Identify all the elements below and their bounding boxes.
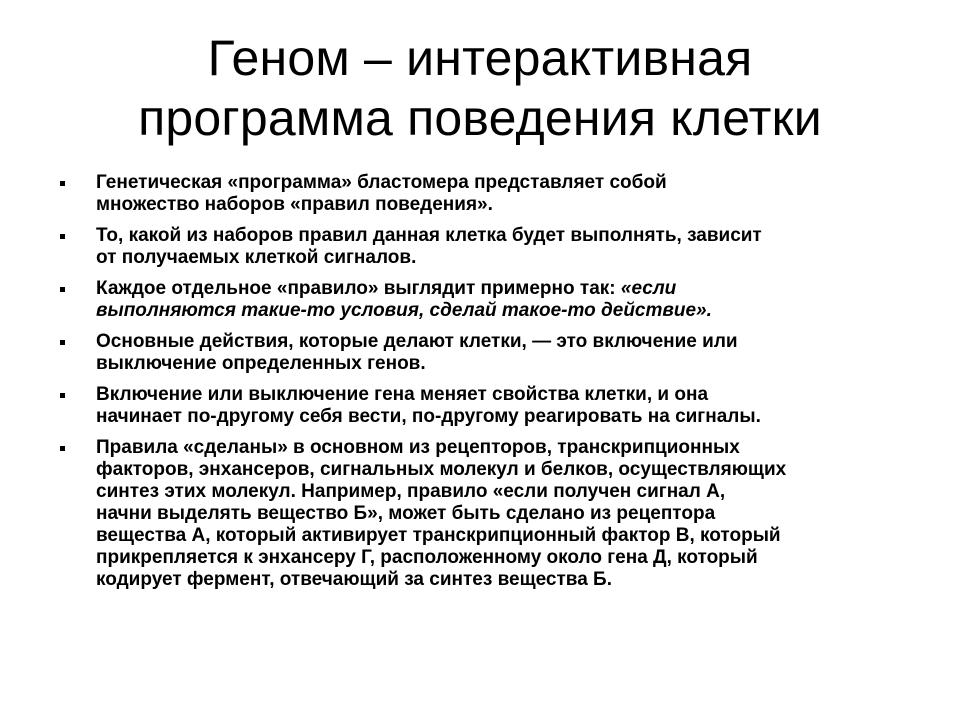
bullet-text: синтез этих молекул. Например, правило — [96, 481, 493, 502]
bullet-line — [96, 225, 905, 247]
bullet-line — [96, 331, 905, 353]
bullet-text: Каждое отдельное «правило» выглядит примерно так: — [96, 278, 621, 299]
bullet-line — [96, 384, 905, 406]
bullet-line — [96, 503, 905, 525]
bullet-text: прикрепляется к энхансеру Г, расположенному около гена Д, который — [96, 547, 758, 568]
bullet-text: кодирует фермент, отвечающий за синтез вещества Б. — [96, 569, 612, 590]
bullet-list — [60, 172, 905, 600]
bullet-text: Включение или выключение гена меняет свойства клетки, и она — [96, 384, 709, 405]
bullet-text: начинает по-другому себя вести, по-другому реагировать на сигналы. — [96, 406, 761, 427]
bullet-text: То, какой из наборов правил данная клетка будет выполнять, зависит — [96, 225, 762, 246]
bullet-text: Основные действия, которые делают клетки, — это включение или — [96, 331, 738, 352]
bullet-text: выключение определенных генов. — [96, 353, 426, 374]
bullet-line — [96, 406, 905, 428]
bullet-text: Генетическая «программа» бластомера представляет собой — [96, 172, 667, 193]
strong-text: «если получен сигнал А, — [492, 481, 726, 502]
bullet-line — [96, 525, 905, 547]
bullet-text: факторов, энхансеров, сигнальных молекул и белков, осуществляющих — [96, 459, 787, 480]
bullet-item — [60, 278, 905, 322]
bullet-text: от получаемых клеткой сигналов. — [96, 247, 417, 268]
bullet-line — [96, 172, 905, 194]
bullet-marker-icon — [60, 340, 65, 345]
bullet-text: вещества А, который активирует транскрипционный фактор В, который — [96, 525, 781, 546]
bullet-line — [96, 278, 905, 300]
bullet-item — [60, 331, 905, 375]
bullet-text: , может быть сделано из рецептора — [377, 503, 716, 524]
bullet-line — [96, 547, 905, 569]
bullet-line — [96, 437, 905, 459]
bullet-text: множество наборов «правил поведения». — [96, 194, 493, 215]
bullet-marker-icon — [60, 393, 65, 398]
strong-text: начни выделять вещество Б» — [96, 503, 378, 524]
bullet-marker-icon — [60, 446, 65, 451]
bullet-line — [96, 569, 905, 591]
bullet-marker-icon — [60, 181, 65, 186]
bullet-line — [96, 459, 905, 481]
title-line: программа поведения клетки — [138, 90, 822, 146]
bullet-line — [96, 481, 905, 503]
bullet-marker-icon — [60, 234, 65, 239]
bullet-text: Правила «сделаны» в основном из рецепторов, транскрипционных — [96, 437, 740, 458]
slide-title — [60, 28, 900, 148]
bullet-line — [96, 247, 905, 269]
bullet-line — [96, 353, 905, 375]
bullet-marker-icon — [60, 287, 65, 292]
emphasis-text: выполняются такие-то условия, сделай такое-то действие». — [96, 300, 712, 321]
emphasis-text: «если — [620, 278, 677, 299]
bullet-item — [60, 172, 905, 216]
bullet-line — [96, 300, 905, 322]
bullet-item — [60, 384, 905, 428]
bullet-line — [96, 194, 905, 216]
bullet-item — [60, 225, 905, 269]
bullet-item — [60, 437, 905, 591]
title-line: Геном – интерактивная — [207, 30, 753, 86]
